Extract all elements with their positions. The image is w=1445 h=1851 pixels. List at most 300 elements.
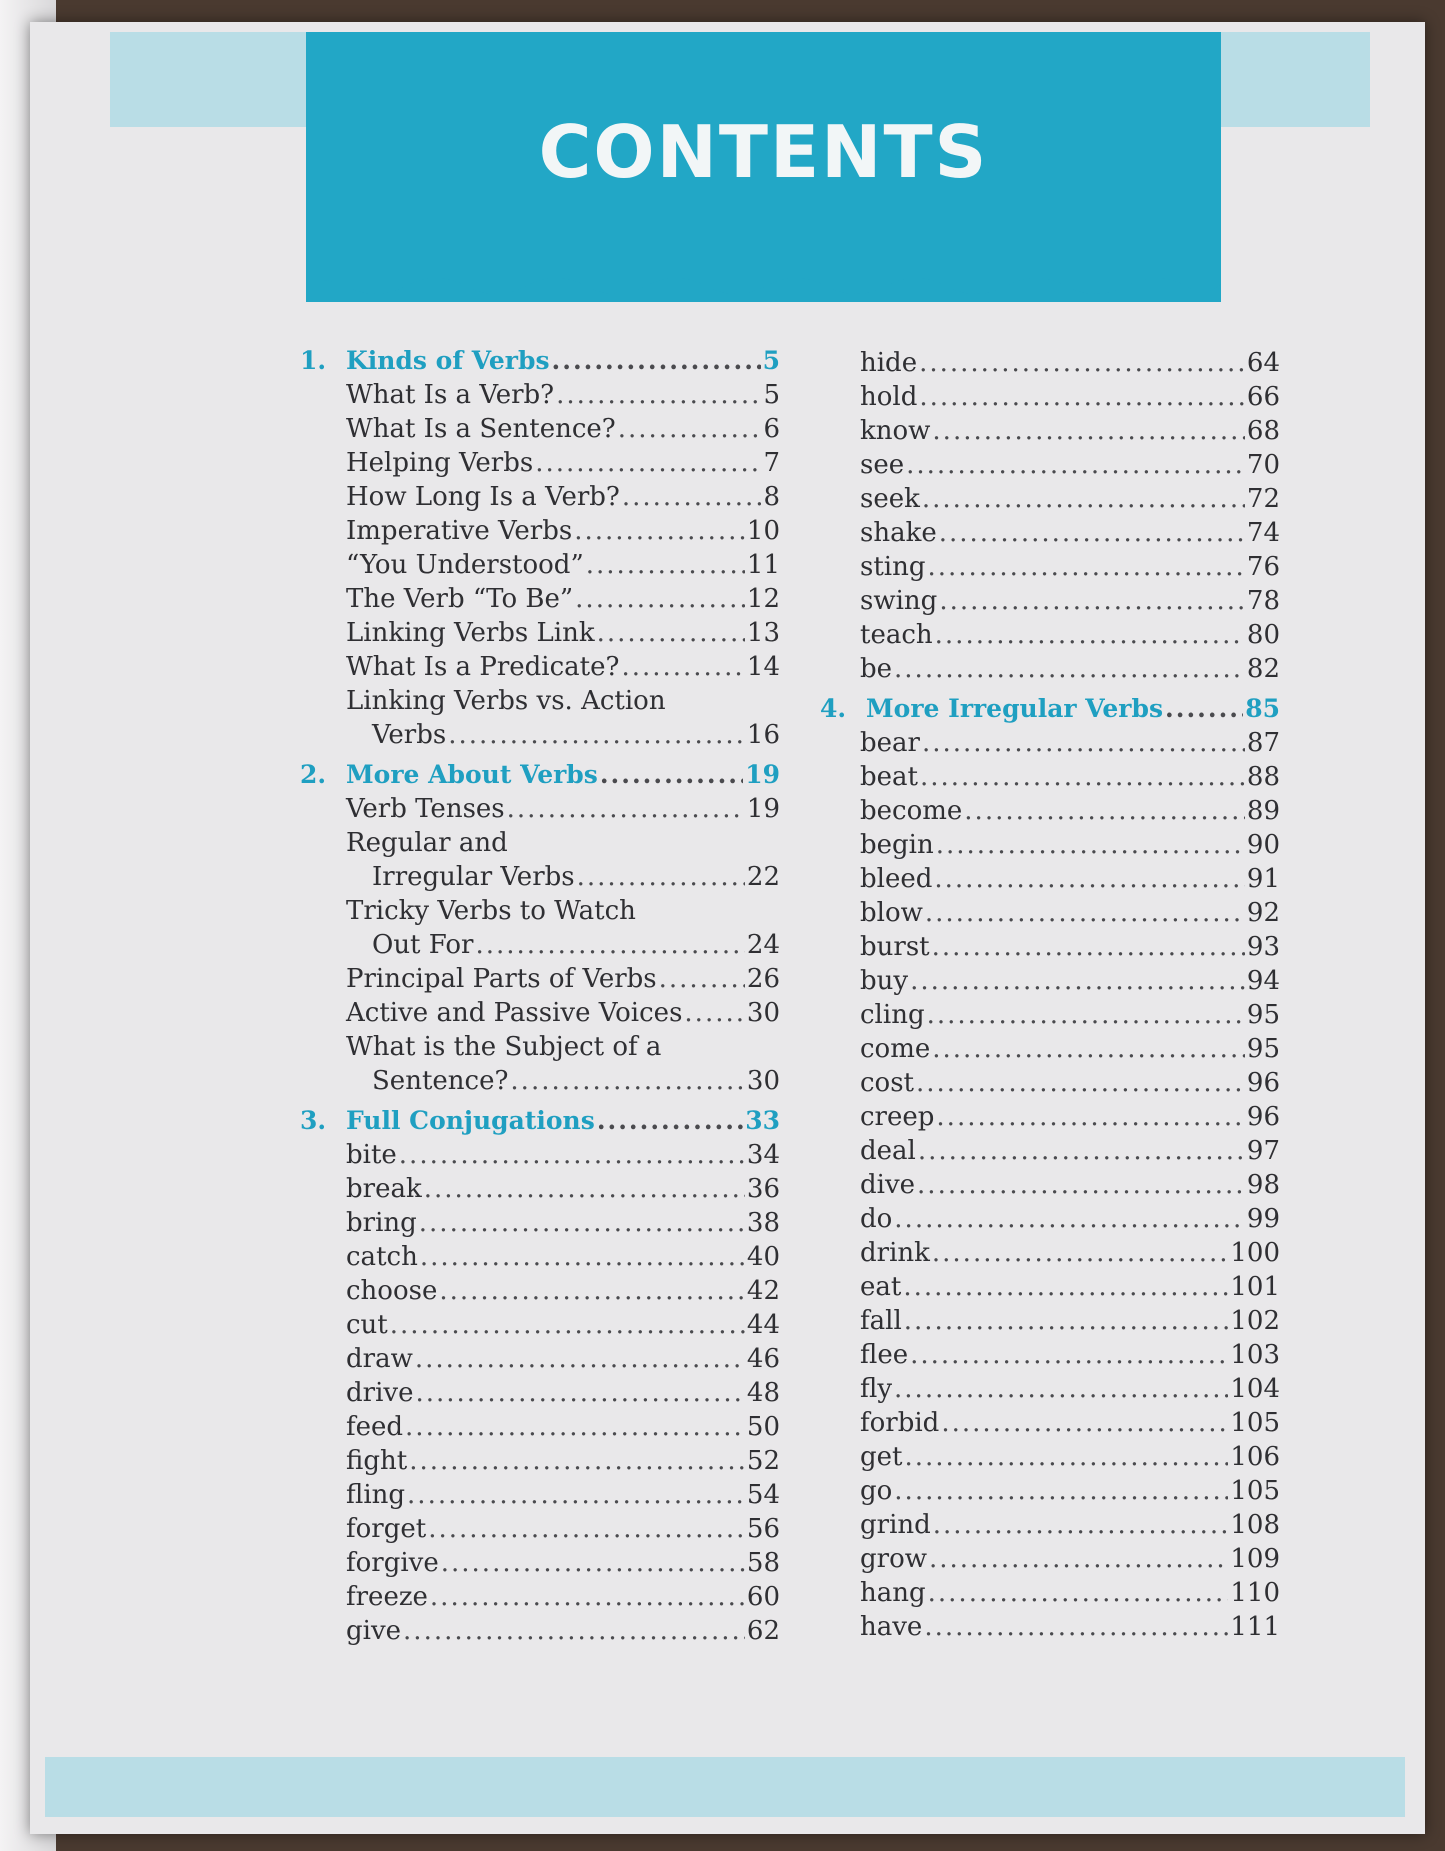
dot-leader (407, 1480, 745, 1510)
entry-page: 16 (746, 720, 780, 750)
toc-entry[interactable] (820, 1272, 1280, 1306)
entry-label: feed (346, 1412, 404, 1442)
toc-entry[interactable] (300, 1174, 780, 1208)
entry-label: buy (860, 966, 909, 996)
section-page: 33 (745, 1106, 780, 1135)
dot-leader (405, 1412, 745, 1442)
dot-leader (586, 550, 745, 580)
entry-label: Principal Parts of Verbs (346, 964, 657, 994)
section-page: 85 (1245, 694, 1280, 723)
entry-page: 10 (746, 516, 780, 546)
entry-page: 97 (1246, 1136, 1280, 1166)
entry-page: 70 (1246, 450, 1280, 480)
toc-entry[interactable] (820, 728, 1280, 762)
toc-entry[interactable] (820, 1034, 1280, 1068)
toc-entry[interactable] (300, 1140, 780, 1174)
dot-leader (922, 484, 1245, 514)
entry-page: 72 (1246, 484, 1280, 514)
entry-label: blow (860, 898, 923, 928)
toc-entry[interactable] (820, 518, 1280, 552)
dot-leader (903, 1272, 1228, 1302)
entry-page: 48 (746, 1378, 780, 1408)
entry-label: forgive (346, 1548, 439, 1578)
entry-page: 36 (746, 1174, 780, 1204)
entry-label: go (860, 1476, 893, 1506)
entry-page: 92 (1246, 898, 1280, 928)
entry-page: 98 (1246, 1170, 1280, 1200)
entry-page: 7 (763, 448, 780, 478)
dot-leader (941, 1408, 1228, 1438)
entry-page: 95 (1246, 1034, 1280, 1064)
toc-entry[interactable] (820, 654, 1280, 688)
entry-label: bear (860, 728, 920, 758)
entry-page: 64 (1246, 348, 1280, 378)
toc-entry[interactable] (820, 1238, 1280, 1272)
dot-leader (939, 518, 1245, 548)
entry-label-continued: Sentence? (372, 1066, 509, 1096)
dot-leader (916, 1068, 1245, 1098)
dot-leader (556, 380, 761, 410)
entry-page: 30 (746, 1066, 780, 1096)
dot-leader (420, 1242, 745, 1272)
toc-entry[interactable] (820, 1000, 1280, 1034)
toc-entry[interactable] (300, 1310, 780, 1344)
entry-page: 76 (1246, 552, 1280, 582)
toc-entry[interactable] (820, 1408, 1280, 1442)
entry-label: bite (346, 1140, 397, 1170)
section-page: 5 (762, 346, 780, 375)
dot-leader (925, 898, 1245, 928)
toc-entry[interactable] (820, 1442, 1280, 1476)
entry-page: 68 (1246, 416, 1280, 446)
entry-page: 110 (1230, 1578, 1280, 1608)
toc-entry[interactable] (300, 414, 780, 448)
dot-leader (622, 482, 762, 512)
entry-label: cost (860, 1068, 915, 1098)
entry-page: 66 (1246, 382, 1280, 412)
entry-label: dive (860, 1170, 916, 1200)
section-number: 1. (300, 346, 327, 375)
entry-page: 96 (1246, 1068, 1280, 1098)
entry-label: seek (860, 484, 920, 514)
toc-entry[interactable] (300, 1344, 780, 1378)
dot-leader (448, 720, 745, 750)
entry-label: flee (860, 1340, 909, 1370)
section-heading[interactable] (300, 1106, 780, 1140)
entry-page: 87 (1246, 728, 1280, 758)
entry-label: Tricky Verbs to Watch (346, 896, 636, 926)
entry-label: grow (860, 1544, 927, 1574)
entry-page: 96 (1246, 1102, 1280, 1132)
entry-page: 56 (746, 1514, 780, 1544)
dot-leader (919, 382, 1245, 412)
entry-label: bleed (860, 864, 933, 894)
toc-right-column (820, 348, 1280, 1646)
toc-entry[interactable] (300, 584, 780, 618)
toc-entry[interactable] (820, 1170, 1280, 1204)
dot-leader (964, 796, 1245, 826)
toc-entry-continuation[interactable] (300, 862, 780, 896)
toc-entry[interactable] (820, 552, 1280, 586)
dot-leader (415, 1378, 744, 1408)
dot-leader (894, 1204, 1245, 1234)
dot-leader (904, 1306, 1229, 1336)
dot-leader (894, 1374, 1228, 1404)
entry-label: fly (860, 1374, 893, 1404)
toc-entry-first-line[interactable] (300, 896, 780, 930)
toc-entry[interactable] (820, 1476, 1280, 1510)
dot-leader (936, 830, 1245, 860)
entry-label: know (860, 416, 931, 446)
toc-entry[interactable] (820, 586, 1280, 620)
entry-page: 30 (746, 998, 780, 1028)
dot-leader (932, 1034, 1245, 1064)
entry-label: deal (860, 1136, 916, 1166)
section-number: 4. (820, 694, 847, 723)
section-title: Kinds of Verbs (346, 346, 550, 375)
dot-leader (894, 1476, 1228, 1506)
entry-page: 58 (746, 1548, 780, 1578)
entry-label: cling (860, 1000, 925, 1030)
dot-leader (917, 1170, 1245, 1200)
entry-label: catch (346, 1242, 418, 1272)
entry-page: 60 (746, 1582, 780, 1612)
toc-entry-continuation[interactable] (300, 930, 780, 964)
dot-leader (1165, 694, 1243, 723)
dot-leader (597, 618, 745, 648)
toc-entry[interactable] (820, 932, 1280, 966)
toc-entry[interactable] (300, 1242, 780, 1276)
entry-page: 105 (1230, 1408, 1280, 1438)
dot-leader (399, 1140, 745, 1170)
entry-label: Regular and (346, 828, 508, 858)
entry-page: 11 (746, 550, 780, 580)
dot-leader (600, 760, 743, 789)
entry-label: Linking Verbs vs. Action (346, 686, 666, 716)
entry-label: creep (860, 1102, 935, 1132)
dot-leader (939, 586, 1245, 616)
dot-leader (424, 1174, 745, 1204)
toc-entry[interactable] (820, 1510, 1280, 1544)
entry-page: 6 (763, 414, 780, 444)
entry-page: 46 (746, 1344, 780, 1374)
entry-label: break (346, 1174, 422, 1204)
dot-leader (918, 1136, 1245, 1166)
entry-label: fight (346, 1446, 408, 1476)
entry-page: 94 (1246, 966, 1280, 996)
toc-left-column (300, 340, 780, 1650)
toc-entry-continuation[interactable] (300, 1066, 780, 1100)
entry-label: become (860, 796, 963, 826)
toc-entry[interactable] (300, 550, 780, 584)
bottom-color-band (45, 1757, 1405, 1817)
entry-label: drink (860, 1238, 930, 1268)
dot-leader (415, 1344, 745, 1374)
entry-page: 104 (1230, 1374, 1280, 1404)
toc-entry[interactable] (820, 898, 1280, 932)
section-number: 2. (300, 760, 327, 789)
entry-label: Verb Tenses (346, 794, 505, 824)
section-number: 3. (300, 1106, 327, 1135)
dot-leader (904, 1442, 1228, 1472)
toc-entry[interactable] (820, 1306, 1280, 1340)
entry-label: Linking Verbs Link (346, 618, 595, 648)
entry-label-continued: Out For (372, 930, 474, 960)
toc-entry[interactable] (820, 1374, 1280, 1408)
entry-page: 22 (746, 862, 780, 892)
dot-leader (441, 1548, 745, 1578)
toc-entry[interactable] (300, 1378, 780, 1412)
entry-label: What Is a Verb? (346, 380, 555, 410)
toc-entry[interactable] (300, 998, 780, 1032)
section-title: More Irregular Verbs (866, 694, 1164, 723)
dot-leader (934, 864, 1245, 894)
entry-label: Active and Passive Voices (346, 998, 683, 1028)
dot-leader (618, 414, 762, 444)
section-heading[interactable] (300, 346, 780, 380)
toc-entry[interactable] (820, 796, 1280, 830)
dot-leader (920, 762, 1245, 792)
toc-entry[interactable] (300, 516, 780, 550)
toc-entry[interactable] (300, 1446, 780, 1480)
entry-page: 52 (746, 1446, 780, 1476)
entry-label: get (860, 1442, 903, 1472)
entry-label-continued: Verbs (372, 720, 447, 750)
entry-page: 40 (746, 1242, 780, 1272)
entry-label: burst (860, 932, 930, 962)
toc-entry[interactable] (820, 762, 1280, 796)
dot-leader (929, 1544, 1228, 1574)
entry-page: 38 (746, 1208, 780, 1238)
section-title: Full Conjugations (346, 1106, 595, 1135)
toc-entry-first-line[interactable] (300, 686, 780, 720)
entry-page: 105 (1230, 1476, 1280, 1506)
dot-leader (932, 416, 1244, 446)
dot-leader (475, 930, 744, 960)
dot-leader (574, 516, 745, 546)
entry-page: 89 (1246, 796, 1280, 826)
entry-page: 103 (1230, 1340, 1280, 1370)
entry-label: beat (860, 762, 918, 792)
entry-page: 50 (746, 1412, 780, 1442)
entry-label: swing (860, 586, 938, 616)
dot-leader (910, 966, 1245, 996)
section-heading[interactable] (820, 694, 1280, 728)
dot-leader (928, 1578, 1229, 1608)
entry-page: 93 (1246, 932, 1280, 962)
entry-label: shake (860, 518, 937, 548)
entry-page: 14 (746, 652, 780, 682)
entry-label: hang (860, 1578, 926, 1608)
entry-page: 5 (763, 380, 780, 410)
toc-entry[interactable] (300, 380, 780, 414)
toc-entry[interactable] (300, 1514, 780, 1548)
dot-leader (510, 1066, 744, 1096)
entry-page: 95 (1246, 1000, 1280, 1030)
toc-entry[interactable] (300, 448, 780, 482)
entry-page: 111 (1230, 1612, 1280, 1642)
entry-page: 8 (763, 482, 780, 512)
toc-entry[interactable] (300, 618, 780, 652)
dot-leader (910, 1340, 1228, 1370)
entry-label: forget (346, 1514, 427, 1544)
entry-page: 109 (1230, 1544, 1280, 1574)
dot-leader (924, 1612, 1228, 1642)
entry-label: eat (860, 1272, 902, 1302)
entry-page: 19 (746, 794, 780, 824)
entry-page: 42 (746, 1276, 780, 1306)
dot-leader (535, 448, 761, 478)
toc-entry[interactable] (820, 1204, 1280, 1238)
entry-page: 106 (1230, 1442, 1280, 1472)
contents-banner (306, 32, 1221, 302)
entry-page: 44 (746, 1310, 780, 1340)
toc-entry[interactable] (820, 830, 1280, 864)
toc-entry[interactable] (300, 482, 780, 516)
toc-entry[interactable] (300, 1276, 780, 1310)
entry-label: hold (860, 382, 918, 412)
toc-entry[interactable] (300, 794, 780, 828)
toc-entry[interactable] (300, 1548, 780, 1582)
toc-entry[interactable] (820, 966, 1280, 1000)
entry-page: 88 (1246, 762, 1280, 792)
entry-label: The Verb “To Be” (346, 584, 574, 614)
dot-leader (552, 346, 761, 375)
entry-page: 54 (746, 1480, 780, 1510)
section-page: 19 (745, 760, 780, 789)
entry-label: draw (346, 1344, 413, 1374)
entry-label: Imperative Verbs (346, 516, 573, 546)
toc-entry[interactable] (820, 1612, 1280, 1646)
entry-label: Helping Verbs (346, 448, 534, 478)
toc-entry[interactable] (300, 964, 780, 998)
entry-page: 101 (1230, 1272, 1280, 1302)
entry-label: cut (346, 1310, 388, 1340)
entry-label: choose (346, 1276, 438, 1306)
entry-label: be (860, 654, 893, 684)
entry-label: sting (860, 552, 926, 582)
entry-page: 62 (746, 1616, 780, 1646)
toc-entry[interactable] (820, 484, 1280, 518)
entry-label: begin (860, 830, 934, 860)
toc-entry[interactable] (820, 450, 1280, 484)
toc-entry[interactable] (300, 1480, 780, 1514)
entry-page: 82 (1246, 654, 1280, 684)
dot-leader (507, 794, 745, 824)
dot-leader (597, 1106, 743, 1135)
entry-label: freeze (346, 1582, 428, 1612)
toc-entry[interactable] (300, 1208, 780, 1242)
dot-leader (419, 1208, 745, 1238)
toc-entry[interactable] (820, 348, 1280, 382)
entry-label: hide (860, 348, 918, 378)
dot-leader (906, 450, 1245, 480)
entry-page: 108 (1230, 1510, 1280, 1540)
toc-entry-first-line[interactable] (300, 828, 780, 862)
dot-leader (684, 998, 744, 1028)
toc-entry[interactable] (820, 382, 1280, 416)
toc-entry[interactable] (820, 1136, 1280, 1170)
section-heading[interactable] (300, 760, 780, 794)
entry-label-continued: Irregular Verbs (372, 862, 575, 892)
toc-entry[interactable] (300, 652, 780, 686)
toc-entry-continuation[interactable] (300, 720, 780, 754)
entry-label: come (860, 1034, 931, 1064)
entry-page: 99 (1246, 1204, 1280, 1234)
dot-leader (409, 1446, 745, 1476)
toc-entry[interactable] (820, 416, 1280, 450)
entry-label: “You Understood” (346, 550, 584, 580)
entry-label: drive (346, 1378, 414, 1408)
dot-leader (932, 932, 1245, 962)
page-title: CONTENTS (538, 110, 989, 194)
dot-leader (935, 620, 1245, 650)
banner-wave-edge (306, 272, 1221, 312)
entry-page: 26 (746, 964, 780, 994)
entry-label: fall (860, 1306, 902, 1336)
entry-page: 80 (1246, 620, 1280, 650)
toc-entry[interactable] (820, 864, 1280, 898)
entry-page: 100 (1230, 1238, 1280, 1268)
toc-entry-first-line[interactable] (300, 1032, 780, 1066)
entry-label: What is the Subject of a (346, 1032, 662, 1062)
entry-page: 34 (746, 1140, 780, 1170)
entry-label: have (860, 1612, 923, 1642)
entry-page: 90 (1246, 830, 1280, 860)
dot-leader (621, 652, 744, 682)
toc-entry[interactable] (820, 1068, 1280, 1102)
entry-label: How Long Is a Verb? (346, 482, 620, 512)
dot-leader (927, 1000, 1245, 1030)
dot-leader (928, 552, 1245, 582)
toc-entry[interactable] (300, 1582, 780, 1616)
toc-entry[interactable] (300, 1616, 780, 1650)
dot-leader (659, 964, 745, 994)
toc-entry[interactable] (820, 1102, 1280, 1136)
toc-entry[interactable] (820, 1340, 1280, 1374)
dot-leader (430, 1582, 745, 1612)
entry-page: 78 (1246, 586, 1280, 616)
dot-leader (932, 1238, 1228, 1268)
toc-entry[interactable] (300, 1412, 780, 1446)
dot-leader (403, 1616, 745, 1646)
dot-leader (936, 1102, 1244, 1132)
toc-entry[interactable] (820, 620, 1280, 654)
entry-label: do (860, 1204, 893, 1234)
dot-leader (922, 728, 1245, 758)
entry-label: What Is a Sentence? (346, 414, 616, 444)
toc-entry[interactable] (820, 1578, 1280, 1612)
entry-page: 24 (746, 930, 780, 960)
dot-leader (575, 584, 745, 614)
entry-label: What Is a Predicate? (346, 652, 620, 682)
book-page (30, 22, 1425, 1834)
dot-leader (919, 348, 1245, 378)
entry-page: 13 (746, 618, 780, 648)
entry-label: fling (346, 1480, 406, 1510)
dot-leader (439, 1276, 745, 1306)
dot-leader (390, 1310, 745, 1340)
toc-entry[interactable] (820, 1544, 1280, 1578)
section-title: More About Verbs (346, 760, 598, 789)
entry-page: 12 (746, 584, 780, 614)
dot-leader (933, 1510, 1229, 1540)
dot-leader (428, 1514, 745, 1544)
entry-page: 74 (1246, 518, 1280, 548)
entry-page: 102 (1230, 1306, 1280, 1336)
dot-leader (577, 862, 745, 892)
entry-label: forbid (860, 1408, 940, 1438)
